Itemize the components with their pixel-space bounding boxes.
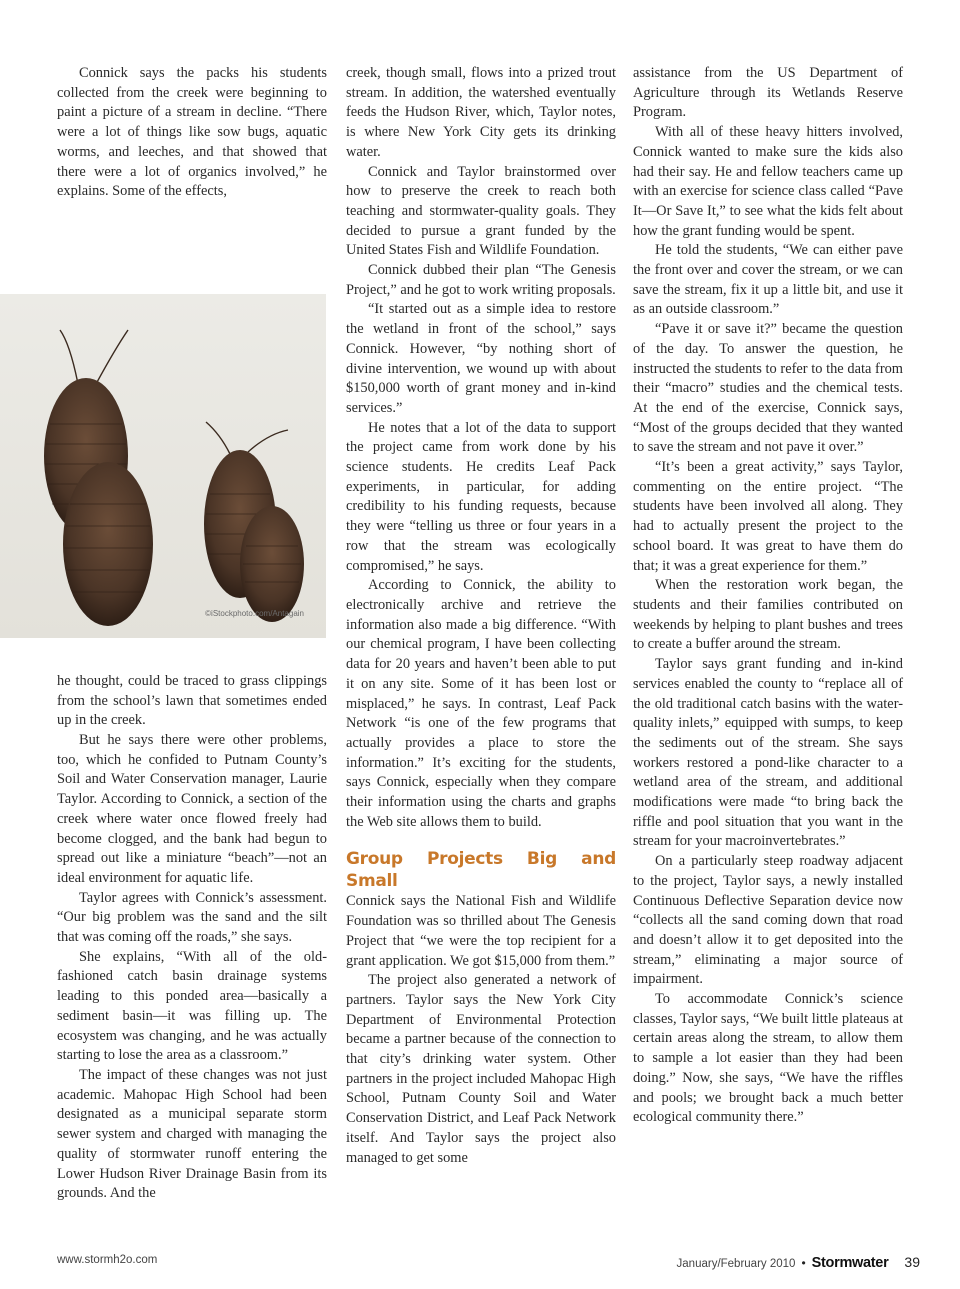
footer-issue-info (677, 1254, 920, 1271)
paragraph: Connick says the National Fish and Wildlife Foundation was so thrilled about The Genesis Project that “we were the top recipient for a grant application. We got $15,000 from them.” (346, 893, 616, 969)
sow-bug-body (63, 462, 153, 626)
sow-bug-left-upper (60, 330, 128, 384)
paragraph: With all of these heavy hitters involved, Connick wanted to make sure the kids also had their say. He and fellow teachers came up with an exercise for science class called “Pave It—Or Save It,” to see what the kids felt about how the grant funding would be spent. (633, 124, 903, 239)
paragraph: “It’s been a great activity,” says Taylor, commenting on the entire project. “The students have been involved all along. They had to actually present the project to the school board. It was great to have them do that; it was a great experience for them.” (633, 459, 903, 574)
website-link[interactable]: www.stormh2o.com (57, 1254, 158, 1266)
paragraph: Taylor says grant funding and in-kind services enabled the county to “replace all of the old traditional catch basins with the water-quality inlets,” equipped with sumps, to keep the sediments out of the stream. She says workers restored a pond-like character to a wetland area of the stream, and additional modifications were made “to bring back the riffle and pool situation that you want in the stream for your macroinvertebrates.” (633, 656, 903, 850)
paragraph: “Pave it or save it?” became the question of the day. To answer the question, he instructed the students to refer to the data from their “macro” studies and the chemical tests. At the end of the exercise, Connick says, “Most of the groups decided that they wanted to save the stream and not pave it over.” (633, 321, 903, 456)
paragraph: She explains, “With all of the old-fashioned catch basin drainage systems leading to this ponded area—basically a sediment basin—it was filling up. The ecosystem was changing, and he was actually starting to lose the area as a classroom.” (57, 948, 327, 1064)
paragraph: Connick and Taylor brainstormed over how to preserve the creek to reach both teaching and stormwater-quality goals. They decided to pursue a grant funded by the United States Fish and Wildlife Foundation. (346, 163, 616, 259)
paragraph: creek, though small, flows into a prized trout stream. In addition, the watershed eventually feeds the Hudson River, which, Taylor notes, is where New York City gets its drinking water. (346, 65, 616, 160)
paragraph: On a particularly steep roadway adjacent to the project, Taylor says, a newly installed Continuous Deflective Separation device now “collects all the sand coming down that road and doesn’t allow it to get deposited into the stream,” eliminating a major source of impairment. (633, 853, 903, 988)
paragraph: Connick says the packs his students collected from the creek were beginning to paint a picture of a stream in decline. “There were a lot of things like sow bugs, aquatic worms, and leeches, and that showed that there were a lot of organics involved,” he explains. Some of the effects, (57, 65, 327, 200)
footer-website[interactable] (57, 1254, 157, 1266)
paragraph: He notes that a lot of the data to support the project came from work done by his science students. He credits Leaf Pack experiments, in particular, for adding credibility to his funding requests, because they were “telling us three or four years in a row that the stream was ecologically compromised,” he says. (346, 419, 616, 574)
sow-bugs-illustration (0, 234, 326, 654)
paragraph: The impact of these changes was not just academic. Mahopac High School had been designated as a municipal separate storm sewer system and charged with managing the quality of stormwater runoff entering the Lower Hudson River Drainage Basin from its grounds. And the (57, 1066, 327, 1202)
paragraph: “It started out as a simple idea to restore the wetland in front of the school,” says Connick. However, “by nothing short of divine intervention, we wound up with about $150,000 worth of grant money and in-kind services.” (346, 301, 616, 416)
paragraph: But he says there were other problems, too, which he confided to Putnam County’s Soil and Water Conservation manager, Laurie Taylor. According to Connick, a section of the creek where water once flowed freely had become clogged, and the bank had begun to spread out like a miniature “beach”—not an ideal environment for aquatic life. (57, 732, 327, 886)
photo-credit: ©iStockphoto.com/Antagain (205, 609, 304, 619)
page-number: 39 (904, 1254, 920, 1270)
column-2 (346, 64, 616, 1168)
paragraph: Taylor agrees with Connick’s assessment. “Our big problem was the sand and the silt that was coming off the roads,” she says. (57, 889, 327, 946)
paragraph: According to Connick, the ability to electronically archive and retrieve the information also made a big difference. “With our chemical program, I have been collecting data for 20 years and haven’t been able to put it on any site. Some of it has been lost or misplaced,” he says. In contrast, Leaf Pack Network “is one of the few programs that actually provides a place to store the information.” It’s exciting for the students, says Connick, especially when they compare their information using the charts and graphs the Web site allows them to build. (346, 577, 616, 830)
paragraph: he thought, could be traced to grass clippings from the school’s lawn that sometimes ended up in the creek. (57, 672, 327, 729)
paragraph: He told the students, “We can either pave the front over and cover the stream, or we can save the stream, fix it up a little bit, and use it as an outside classroom.” (633, 242, 903, 318)
sow-bug-photo (0, 294, 326, 638)
column-1 (57, 64, 327, 1204)
bullet-separator: • (801, 1256, 806, 1270)
paragraph: When the restoration work began, the students and their families contributed on weekends by helping to plant bushes and trees to create a buffer around the stream. (633, 577, 903, 653)
paragraph: To accommodate Connick’s science classes, Taylor says, “We built little plateaus at certain areas along the stream, to allow them to sample a lot easier than they had been doing.” Now, she says, “We have the riffles and pools; we brought back a much better ecological community there.” (633, 991, 903, 1126)
magazine-name: Stormwater (811, 1255, 889, 1271)
paragraph: The project also generated a network of partners. Taylor says the New York City Department of Environmental Protection became a partner because of the connection to that city’s drinking water system. Other partners in the project included Mahopac High School, Putnam County Soil and Water Conservation District, and Leaf Pack Network itself. And Taylor says the project also managed to get some (346, 972, 616, 1166)
column-3 (633, 64, 903, 1128)
section-heading: Group Projects Big and Small (346, 849, 616, 892)
issue-date: January/February 2010 (676, 1258, 796, 1270)
paragraph: assistance from the US Department of Agriculture through its Wetlands Reserve Program. (633, 65, 903, 121)
paragraph: Connick dubbed their plan “The Genesis Project,” and he got to work writing proposals. (346, 262, 616, 298)
